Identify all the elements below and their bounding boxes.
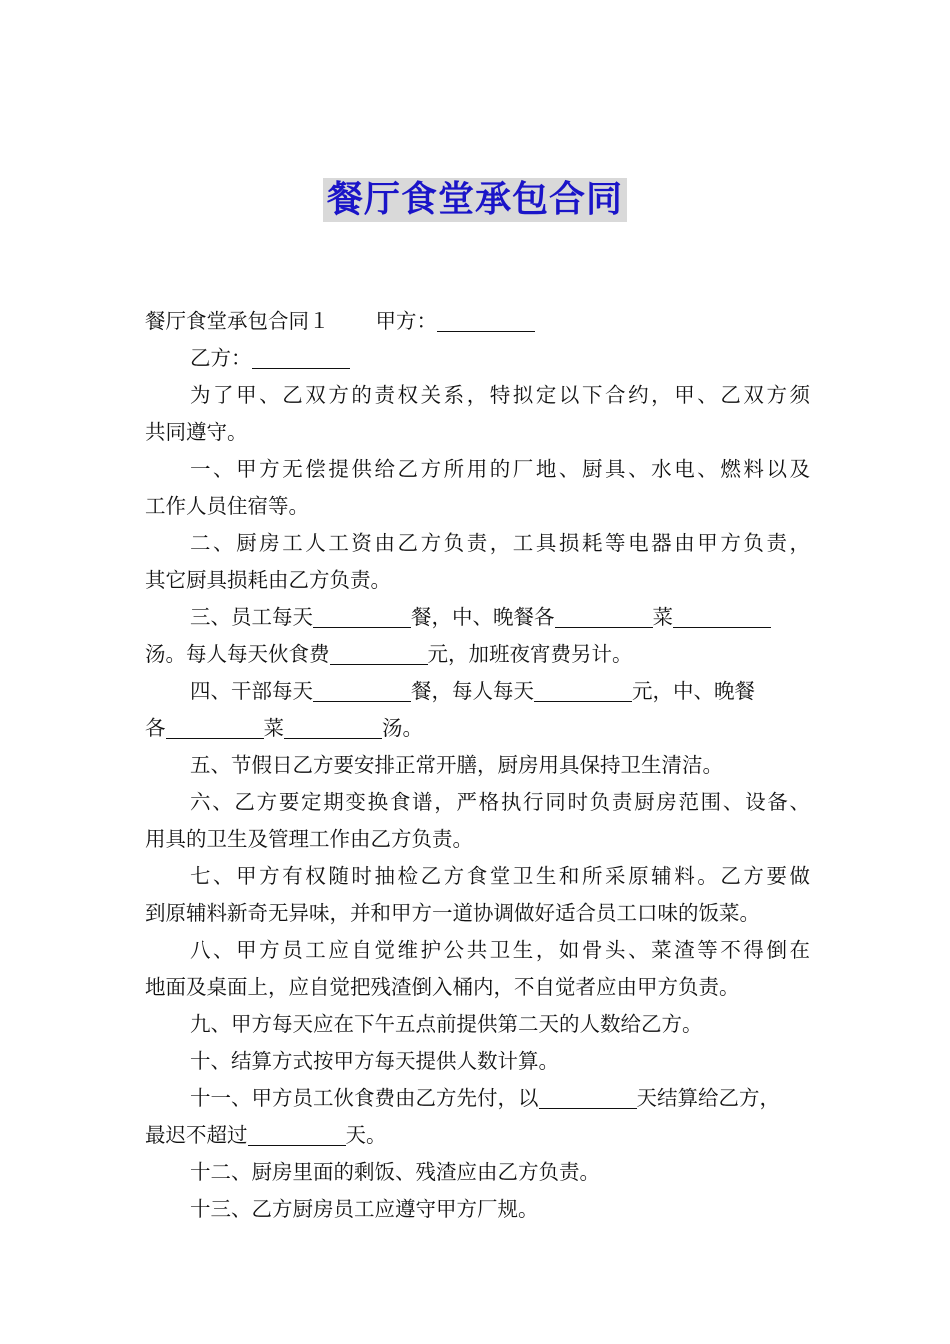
- paragraph-line: 其它厨具损耗由乙方负责。: [145, 568, 391, 592]
- fill-blank: [248, 1123, 346, 1146]
- text-run: 四、干部每天: [190, 679, 313, 703]
- paragraph-line: [145, 599, 810, 636]
- fill-blank: [673, 605, 771, 628]
- document-body: [145, 303, 810, 1228]
- paragraph-line: [145, 1080, 810, 1117]
- text-run: 元，加班夜宵费另计。: [427, 642, 633, 666]
- paragraph-line: 二、厨房工人工资由乙方负责，工具损耗等电器由甲方负责，: [190, 531, 810, 555]
- fill-blank: [555, 605, 653, 628]
- text-run: 三、员工每天: [190, 605, 313, 629]
- fill-blank: [330, 642, 428, 665]
- fill-blank: [313, 679, 411, 702]
- paragraph-line: [145, 636, 810, 673]
- paragraph-line: 用具的卫生及管理工作由乙方负责。: [145, 827, 473, 851]
- paragraph-line: 八、甲方员工应自觉维护公共卫生，如骨头、菜渣等不得倒在: [190, 938, 810, 962]
- paragraph-line: 九、甲方每天应在下午五点前提供第二天的人数给乙方。: [190, 1012, 703, 1036]
- paragraph-line: 地面及桌面上，应自觉把残渣倒入桶内，不自觉者应由甲方负责。: [145, 975, 740, 999]
- paragraph-line: [145, 673, 810, 710]
- text-run: 餐，中、晚餐各: [411, 605, 555, 629]
- text-run: 餐，每人每天: [411, 679, 534, 703]
- party-b-line: [145, 340, 810, 377]
- header-line: [145, 303, 810, 340]
- paragraph-line: 六、乙方要定期变换食谱，严格执行同时负责厨房范围、设备、: [190, 790, 810, 814]
- text-run: 天结算给乙方，: [636, 1086, 780, 1110]
- text-run: 菜: [263, 716, 284, 740]
- text-run: 汤。: [382, 716, 423, 740]
- paragraph-line: [145, 1117, 810, 1154]
- text-run: 菜: [652, 605, 673, 629]
- fill-blank: [539, 1086, 637, 1109]
- text-run: 汤。每人每天伙食费: [145, 642, 330, 666]
- paragraph-line: 工作人员住宿等。: [145, 494, 309, 518]
- fill-blank: [534, 679, 632, 702]
- party-a-blank: [437, 309, 535, 332]
- paragraph-line: 一、甲方无偿提供给乙方所用的厂地、厨具、水电、燃料以及: [190, 457, 810, 481]
- party-b-label: 乙方：: [190, 346, 252, 370]
- document-title: 餐厅食堂承包合同: [323, 178, 627, 222]
- fill-blank: [166, 716, 264, 739]
- party-a-label: 甲方：: [375, 309, 437, 333]
- paragraph-line: 十、结算方式按甲方每天提供人数计算。: [190, 1049, 559, 1073]
- text-run: 天。: [345, 1123, 387, 1147]
- fill-blank: [313, 605, 411, 628]
- paragraph-line: 五、节假日乙方要安排正常开膳，厨房用具保持卫生清洁。: [190, 753, 723, 777]
- text-run: 各: [145, 716, 166, 740]
- paragraph-line: 十三、乙方厨房员工应遵守甲方厂规。: [190, 1197, 539, 1221]
- paragraph-line: 七、甲方有权随时抽检乙方食堂卫生和所采原辅料。乙方要做: [190, 864, 810, 888]
- paragraph-line: [145, 710, 810, 747]
- paragraph-line: 共同遵守。: [145, 420, 248, 444]
- party-b-blank: [252, 346, 350, 369]
- paragraph-line: 到原辅料新奇无异味，并和甲方一道协调做好适合员工口味的饭菜。: [145, 901, 760, 925]
- contract-label: 餐厅食堂承包合同１: [145, 309, 330, 333]
- paragraph-line: 十二、厨房里面的剩饭、残渣应由乙方负责。: [190, 1160, 600, 1184]
- text-run: 十一、甲方员工伙食费由乙方先付，以: [190, 1086, 539, 1110]
- fill-blank: [284, 716, 382, 739]
- title-container: [0, 178, 950, 222]
- text-run: 元，中、晚餐: [632, 679, 755, 703]
- text-run: 最迟不超过: [145, 1123, 248, 1147]
- paragraph-line: 为了甲、乙双方的责权关系，特拟定以下合约，甲、乙双方须: [190, 383, 810, 407]
